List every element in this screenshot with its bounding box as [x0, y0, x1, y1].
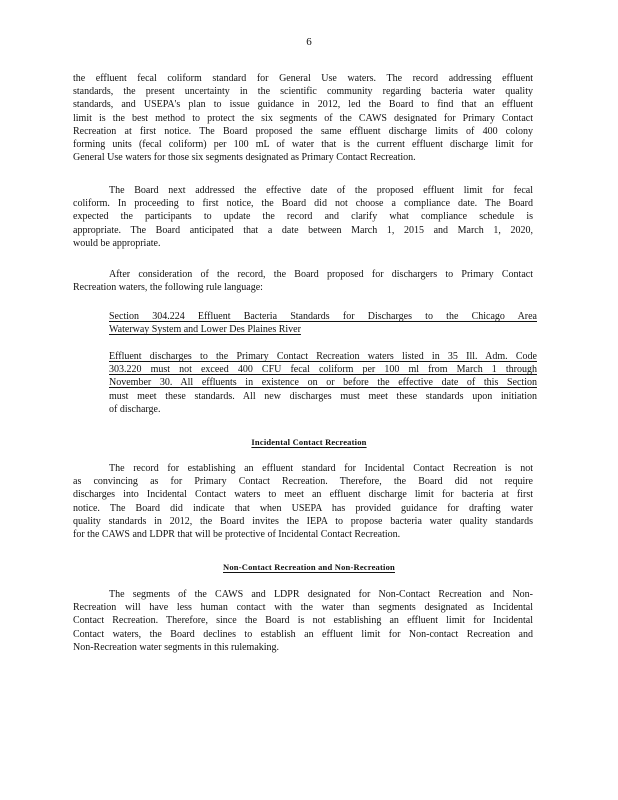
paragraph-effective-date	[73, 184, 533, 250]
text-line: The segments of the CAWS and LDPR designated for Non-Contact Recreation and Non-	[109, 589, 533, 600]
text-line: After consideration of the record, the Board proposed for dischargers to Primary Contact	[109, 269, 533, 280]
text-line: as convincing as for Primary Contact Recreation. Therefore, the Board did not require	[73, 476, 533, 488]
text-line: appropriate. The Board anticipated that a date between March 1, 2015 and March 1, 2020,	[73, 224, 533, 236]
paragraph-incidental-contact	[73, 462, 533, 541]
text-line: the effluent fecal coliform standard for General Use waters. The record addressing effluent	[73, 73, 533, 84]
text-line: 303.220 must not exceed 400 CFU fecal coliform per 100 ml from March 1 through	[109, 364, 537, 376]
text-line: limit is the best method to protect the six segments of the CAWS designated for Primary Contact	[73, 112, 533, 124]
paragraph-effluent-standards	[73, 72, 533, 164]
section-heading-non-contact: Non-Contact Recreation and Non-Recreation	[223, 562, 395, 572]
rule-section-title	[109, 310, 537, 336]
text-line: would be appropriate.	[73, 237, 161, 249]
text-line: expected the participants to update the record and clarify what compliance schedule is	[73, 211, 533, 223]
text-line: The Board next addressed the effective date of the proposed effluent limit for fecal	[109, 185, 533, 196]
rule-section-body	[109, 350, 537, 416]
text-line: forming units (fecal coliform) per 100 mL of water that is the current effluent discharge limit for	[73, 139, 533, 151]
text-line: coliform. In proceeding to first notice, the Board did not choose a compliance date. The Board	[73, 198, 533, 210]
text-line: discharges into Incidental Contact waters to meet an effluent discharge limit for bacteria at first	[73, 489, 533, 501]
text-line: Recreation waters, the following rule language:	[73, 282, 263, 294]
page-number: 6	[306, 36, 312, 48]
text-line: Waterway System and Lower Des Plaines River	[109, 324, 301, 336]
text-line: standards, and USEPA's plan to issue guidance in 2012, led the Board to find that an effluent	[73, 99, 533, 111]
paragraph-non-contact	[73, 588, 533, 654]
text-line: Recreation at first notice. The Board proposed the same effluent discharge limits of 400 colony	[73, 125, 533, 137]
text-line: General Use waters for those six segments designated as Primary Contact Recreation.	[73, 152, 416, 164]
text-line: of discharge.	[109, 403, 161, 415]
text-line: Effluent discharges to the Primary Contact Recreation waters listed in 35 Ill. Adm. Code	[109, 351, 537, 362]
text-line: standards, the present uncertainty in the scientific community regarding bacteria water quality	[73, 86, 533, 98]
text-line: must meet these standards. All new discharges must meet these standards upon initiation	[109, 390, 537, 402]
text-line: Recreation will have less human contact with the water than segments designated as Incidental	[73, 602, 533, 614]
text-line: The record for establishing an effluent standard for Incidental Contact Recreation is not	[109, 463, 533, 474]
text-line: Contact waters, the Board declines to establish an effluent limit for Non-contact Recreation and	[73, 628, 533, 640]
text-line: notice. The Board did indicate that when USEPA has provided guidance for drafting water	[73, 502, 533, 514]
text-line: Section 304.224 Effluent Bacteria Standards for Discharges to the Chicago Area	[109, 311, 537, 322]
text-line: Non-Recreation water segments in this rulemaking.	[73, 641, 280, 653]
paragraph-proposed-rule-intro	[73, 268, 533, 294]
text-line: November 30. All effluents in existence on or before the effective date of this Section	[109, 377, 537, 389]
text-line: for the CAWS and LDPR that will be protective of Incidental Contact Recreation.	[73, 529, 401, 541]
text-line: Contact Recreation. Therefore, since the Board is not establishing an effluent limit for Incidental	[73, 615, 533, 627]
text-line: quality standards in 2012, the Board invites the IEPA to propose bacteria water quality standards	[73, 515, 533, 527]
section-heading-incidental: Incidental Contact Recreation	[251, 437, 367, 447]
